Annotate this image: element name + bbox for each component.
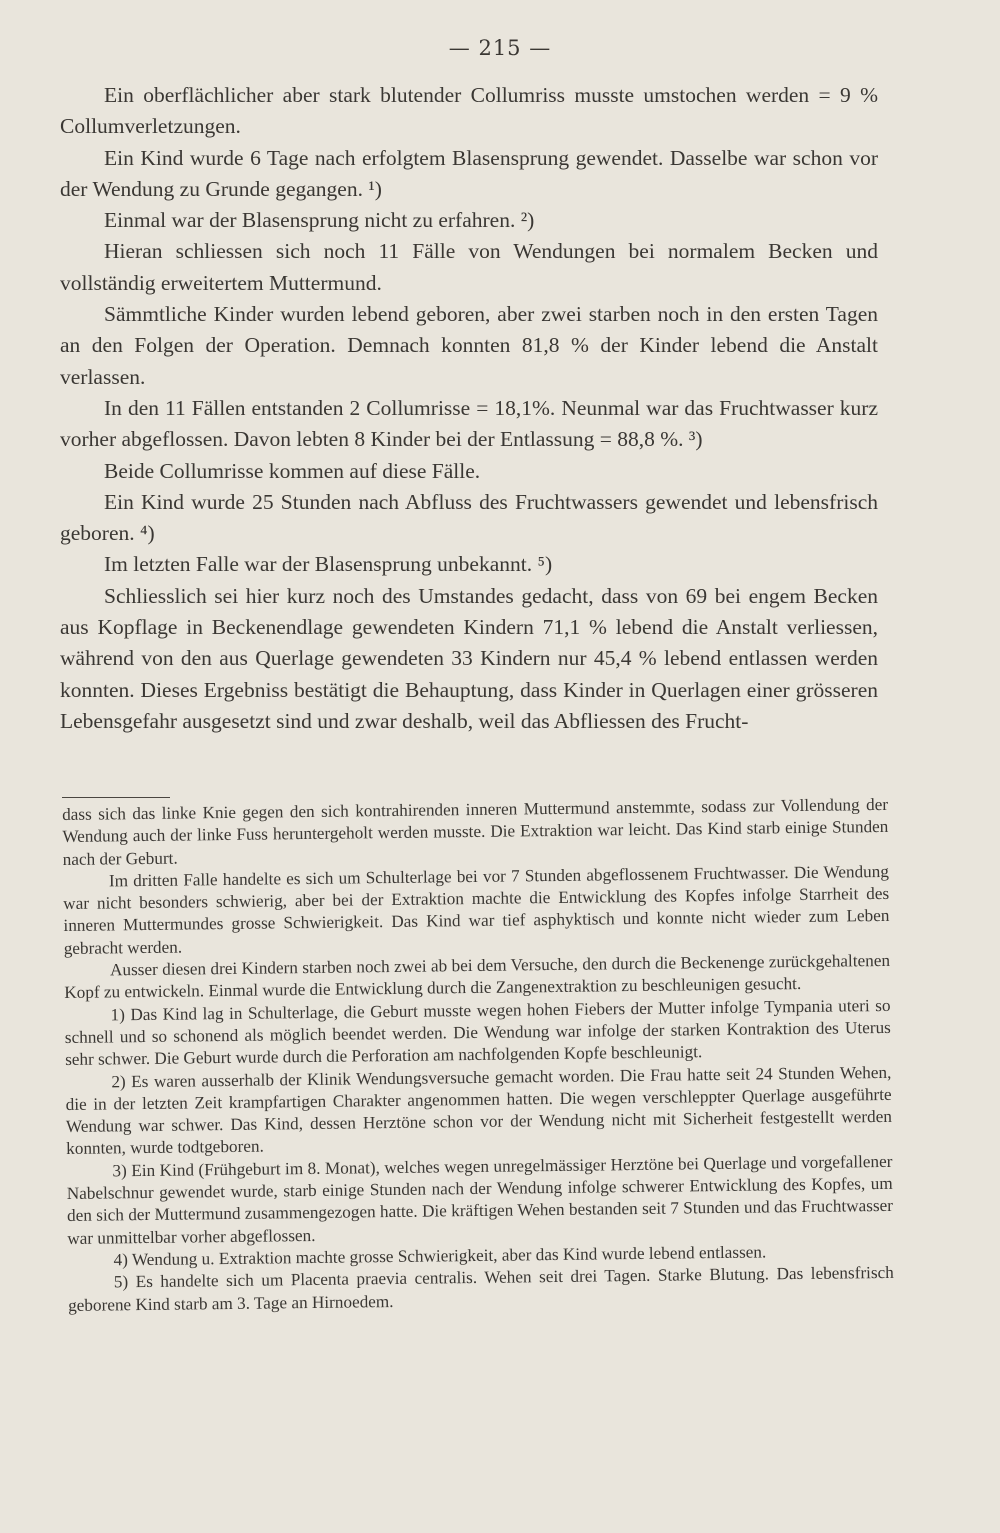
footnote-4: 4) Wendung u. Extraktion machte grosse Schwierigkeit, aber das Kind wurde lebend entlassen. xyxy=(113,1242,767,1270)
main-text xyxy=(60,80,878,737)
paragraph-10: Schliesslich sei hier kurz noch des Umstandes gedacht, dass von 69 bei engem Becken aus Kopflage in Beckenendlage gewendeten Kindern 71,1 % lebend die Anstalt verliessen, während von den aus Querlage gewendeten 33 Kindern nur 45,4 % lebend entlassen werden konnten. Dieses Ergebniss bestätigt die Behauptung, dass Kinder in Querlagen einer grösseren Lebensgefahr ausgesetzt sind und zwar deshalb, weil das Abfliessen des Frucht- xyxy=(60,583,878,733)
paragraph-9: Im letzten Falle war der Blasensprung unbekannt. ⁵) xyxy=(104,552,553,577)
footnote-5: 5) Es handelte sich um Placenta praevia centralis. Wehen seit drei Tagen. Starke Blutung. Das lebensfrisch geborene Kind starb am 3. Tage an Hirnoedem. xyxy=(68,1263,894,1315)
footnote-continuation: dass sich das linke Knie gegen den sich kontrahirenden inneren Muttermund anstemmte, sodass zur Vollendung der Wendung auch der linke Fuss heruntergeholt werden musste. Die Extraktion war leicht. Das Kind starb einige Stunden nach der Geburt. xyxy=(62,794,889,869)
paragraph-3: Einmal war der Blasensprung nicht zu erfahren. ²) xyxy=(104,208,535,233)
footnote-3: 3) Ein Kind (Frühgeburt im 8. Monat), welches wegen unregelmässiger Herztöne bei Querlage und vorgefallener Nabelschnur gewendet wurde, starb einige Stunden nach der Wendung infolge schwerer Entwicklung des Kopfes, um den sich der Muttermund zusammengezogen hatte. Die kräftigen Wehen bestanden seit 7 Stunden und das Fruchtwasser war unmittelbar vorher abgeflossen. xyxy=(66,1151,894,1248)
paragraph-1: Ein oberflächlicher aber stark blutender Collumriss musste umstochen werden = 9 % Collumverletzungen. xyxy=(60,83,878,139)
paragraph-7: Beide Collumrisse kommen auf diese Fälle. xyxy=(104,458,481,483)
footnote-2: 2) Es waren ausserhalb der Klinik Wendungsversuche gemacht worden. Die Frau hatte seit 24 Stunden Wehen, die in der letzten Zeit krampfartigen Charakter angenommen hatten. Die wegen verschleppter Querlage ausgeführte Wendung war schwer. Das Kind, dessen Herztöne schon vor der Wendung nicht mit Sicherheit festgestellt werden konnten, wurde todtgeboren. xyxy=(65,1062,892,1159)
paragraph-2: Ein Kind wurde 6 Tage nach erfolgtem Blasensprung gewendet. Dasselbe war schon vor der Wendung zu Grunde gegangen. ¹) xyxy=(60,145,878,201)
footnote-1: 1) Das Kind lag in Schulterlage, die Geburt musste wegen hohen Fiebers der Mutter infolge Tympania uteri so schnell und so schonend als möglich beendet werden. Die Wendung war infolge der starken Kontraktion des Uterus sehr schwer. Die Geburt wurde durch die Perforation am nachfolgenden Kopfe beschleunigt. xyxy=(64,995,891,1070)
footnotes xyxy=(62,794,894,1317)
footnote-paragraph: Ausser diesen drei Kindern starben noch zwei ab bei dem Versuche, den durch die Beckenenge zurückgehaltenen Kopf zu entwickeln. Einmal wurde die Entwicklung durch die Zangenextraktion zu beschleunigen gesucht. xyxy=(64,950,891,1003)
footnote-paragraph: Im dritten Falle handelte es sich um Schulterlage bei vor 7 Stunden abgeflossenem Fruchtwasser. Die Wendung war nicht besonders schwierig, aber bei der Extraktion machte die Entwicklung des Kopfes infolge Starrheit des inneren Muttermundes grosse Schwierigkeit. Das Kind war tief asphyktisch und konnte nicht wieder zum Leben gebracht werden. xyxy=(63,861,890,958)
footnote-divider xyxy=(62,797,170,798)
page-number: — 215 — xyxy=(448,36,552,60)
paragraph-4: Hieran schliessen sich noch 11 Fälle von Wendungen bei normalem Becken und vollständig erweitertem Muttermund. xyxy=(60,239,878,295)
paragraph-8: Ein Kind wurde 25 Stunden nach Abfluss des Fruchtwassers gewendet und lebensfrisch geboren. ⁴) xyxy=(60,489,878,546)
paragraph-5: Sämmtliche Kinder wurden lebend geboren, aber zwei starben noch in den ersten Tagen an den Folgen der Operation. Demnach konnten 81,8 % der Kinder lebend die Anstalt verlassen. xyxy=(60,302,878,389)
paragraph-6: In den 11 Fällen entstanden 2 Collumrisse = 18,1%. Neunmal war das Fruchtwasser kurz vorher abgeflossen. Davon lebten 8 Kinder bei der Entlassung = 88,8 %. ³) xyxy=(60,395,878,452)
